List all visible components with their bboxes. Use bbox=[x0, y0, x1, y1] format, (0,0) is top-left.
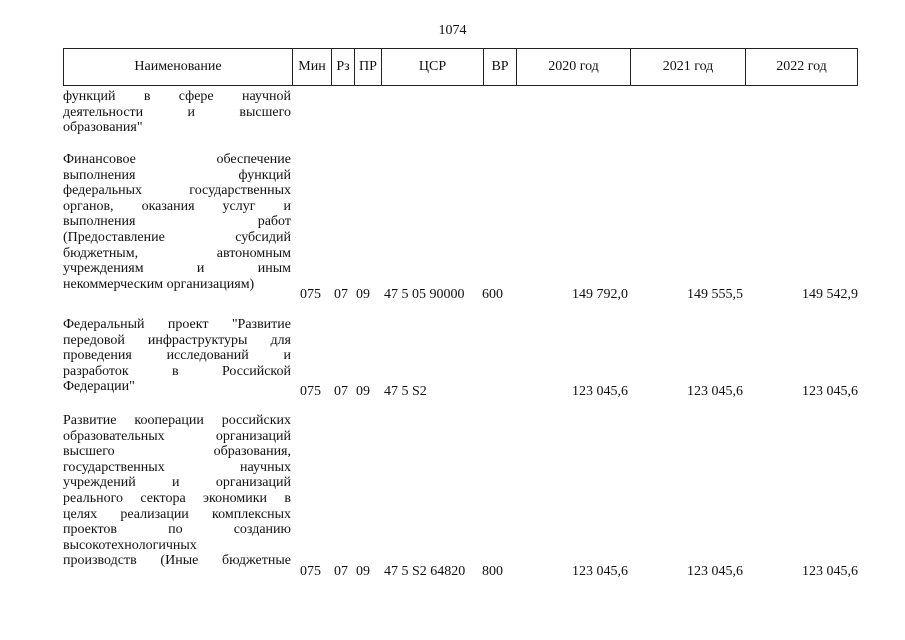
cell-2022: 123 045,6 bbox=[802, 384, 858, 399]
cell-rz: 07 bbox=[334, 564, 348, 579]
row-name-line: органов, оказания услуг и bbox=[63, 198, 291, 214]
row-name-line: образовательных организаций bbox=[63, 428, 291, 444]
row-name-line: производств (Иные бюджетные bbox=[63, 553, 291, 569]
header-vr: ВР bbox=[483, 49, 516, 85]
row-name-line: передовой инфраструктуры для bbox=[63, 332, 291, 348]
row-name bbox=[63, 152, 291, 292]
row-name-line: некоммерческим организациям) bbox=[63, 276, 255, 292]
table-header bbox=[63, 48, 858, 86]
header-2020: 2020 год bbox=[516, 49, 630, 85]
row-name-line: высокотехнологичных bbox=[63, 537, 197, 553]
cell-pr: 09 bbox=[356, 384, 370, 399]
cell-vr: 800 bbox=[482, 564, 503, 579]
row-name-line: проведения исследований и bbox=[63, 348, 291, 364]
row-name bbox=[63, 413, 291, 569]
row-name-line: государственных научных bbox=[63, 459, 291, 475]
row-values bbox=[0, 564, 905, 580]
row-name-line: бюджетным, автономным bbox=[63, 245, 291, 261]
cell-2021: 123 045,6 bbox=[687, 564, 743, 579]
row-name-line: (Предоставление субсидий bbox=[63, 229, 291, 245]
cell-min: 075 bbox=[300, 384, 321, 399]
cell-2020: 123 045,6 bbox=[572, 384, 628, 399]
row-name bbox=[63, 89, 291, 136]
row-name-line: высшего образования, bbox=[63, 444, 291, 460]
cell-min: 075 bbox=[300, 287, 321, 302]
cell-2020: 123 045,6 bbox=[572, 564, 628, 579]
cell-pr: 09 bbox=[356, 564, 370, 579]
row-name-line: Федеральный проект "Развитие bbox=[63, 317, 291, 332]
row-name-line: проектов по созданию bbox=[63, 522, 291, 538]
header-2022: 2022 год bbox=[745, 49, 857, 85]
cell-pr: 09 bbox=[356, 287, 370, 302]
cell-csr: 47 5 S2 bbox=[384, 384, 427, 399]
cell-2021: 149 555,5 bbox=[687, 287, 743, 302]
header-min: Мин bbox=[292, 49, 331, 85]
row-name-line: образования" bbox=[63, 120, 143, 136]
header-2021: 2021 год bbox=[630, 49, 745, 85]
cell-rz: 07 bbox=[334, 287, 348, 302]
row-name-line: Развитие кооперации российских bbox=[63, 413, 291, 428]
row-name-line: Финансовое обеспечение bbox=[63, 152, 291, 167]
cell-vr: 600 bbox=[482, 287, 503, 302]
row-values bbox=[0, 384, 905, 400]
row-name-line: выполнения функций bbox=[63, 167, 291, 183]
cell-2022: 123 045,6 bbox=[802, 564, 858, 579]
row-name-line: разработок в Российской bbox=[63, 363, 291, 379]
row-name-line: деятельности и высшего bbox=[63, 104, 291, 120]
cell-2022: 149 542,9 bbox=[802, 287, 858, 302]
row-name-line: реального сектора экономики в bbox=[63, 490, 291, 506]
cell-2020: 149 792,0 bbox=[572, 287, 628, 302]
cell-csr: 47 5 S2 64820 bbox=[384, 564, 466, 579]
row-name-line: функций в сфере научной bbox=[63, 89, 291, 104]
row-name-line: федеральных государственных bbox=[63, 183, 291, 199]
cell-csr: 47 5 05 90000 bbox=[384, 287, 465, 302]
header-name: Наименование bbox=[134, 59, 222, 74]
cell-2021: 123 045,6 bbox=[687, 384, 743, 399]
cell-rz: 07 bbox=[334, 384, 348, 399]
header-pr: ПР bbox=[354, 49, 381, 85]
page-number: 1074 bbox=[438, 23, 467, 38]
row-name-line: Федерации" bbox=[63, 379, 135, 395]
cell-min: 075 bbox=[300, 564, 321, 579]
row-name-line: выполнения работ bbox=[63, 214, 291, 230]
row-values bbox=[0, 287, 905, 303]
header-rz: Рз bbox=[331, 49, 354, 85]
row-name-line: учреждениям и иным bbox=[63, 261, 291, 277]
row-name-line: целях реализации комплексных bbox=[63, 506, 291, 522]
row-name-line: учреждений и организаций bbox=[63, 475, 291, 491]
header-csr: ЦСР bbox=[381, 49, 483, 85]
